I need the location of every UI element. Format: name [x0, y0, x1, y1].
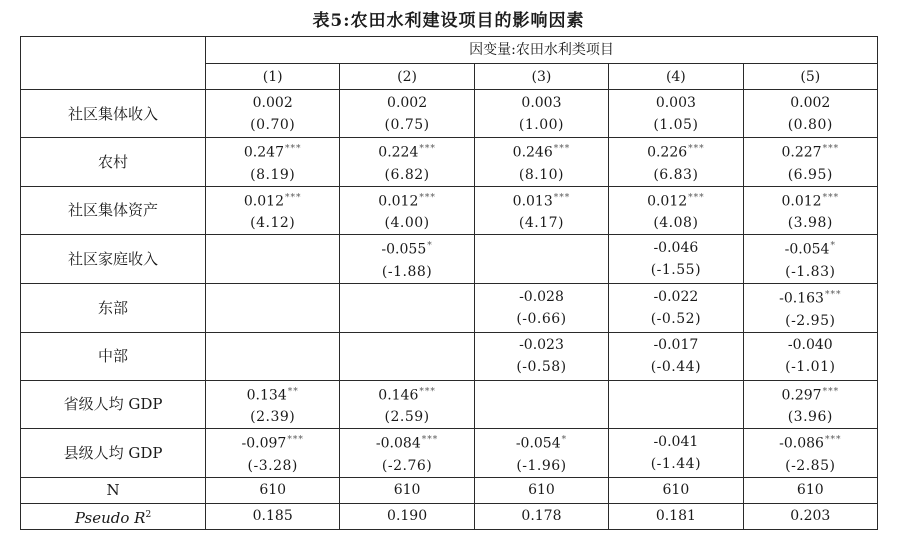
significance-stars: *** [553, 192, 571, 203]
row-label: 社区家庭收入 [21, 235, 206, 284]
coefficient-number: 0.146 [378, 387, 419, 404]
coefficient-cell [206, 429, 340, 478]
coefficient-cell [743, 90, 877, 138]
coefficient-number: -0.022 [653, 288, 699, 305]
t-statistic: (-1.44) [650, 456, 702, 473]
n-value: 610 [206, 477, 340, 503]
coefficient-cell [474, 332, 608, 380]
t-statistic: (0.75) [384, 116, 430, 133]
t-statistic: (6.82) [384, 166, 430, 183]
significance-stars: * [427, 241, 433, 252]
t-statistic: (8.10) [518, 166, 565, 183]
t-statistic: (8.19) [250, 166, 296, 183]
coefficient-cell [474, 380, 608, 429]
coefficient-cell [743, 429, 877, 478]
coefficient-number: -0.046 [653, 240, 699, 257]
t-statistic: (6.83) [653, 166, 699, 183]
coefficient-value [744, 381, 877, 407]
coefficient-number: 0.013 [512, 193, 553, 210]
coefficient-value [609, 237, 742, 259]
pseudo-r2-value: 0.203 [743, 503, 877, 529]
coefficient-cell [474, 90, 608, 138]
coefficient-number: 0.003 [655, 94, 696, 111]
coefficient-number: -0.097 [241, 435, 287, 452]
coefficient-number: 0.226 [647, 144, 688, 161]
model-header: (3) [474, 64, 608, 90]
coefficient-number: -0.086 [779, 435, 824, 452]
coefficient-number: -0.163 [779, 290, 824, 307]
table-row [21, 235, 878, 284]
coefficient-cell [609, 235, 743, 284]
n-value: 610 [609, 477, 743, 503]
results-table [20, 36, 878, 530]
pseudo-r-label: Pseudo R [74, 508, 146, 527]
t-statistic: (-1.01) [785, 359, 836, 376]
coefficient-number: 0.012 [378, 193, 419, 210]
table-row [21, 332, 878, 380]
pseudo-r2-value: 0.181 [609, 503, 743, 529]
coefficient-cell [340, 235, 474, 284]
significance-stars: *** [822, 192, 840, 203]
coefficient-value [206, 381, 339, 407]
coefficient-number: -0.055 [381, 241, 427, 258]
coefficient-number: -0.028 [519, 288, 564, 305]
t-statistic: (0.70) [250, 116, 296, 133]
model-header: (4) [609, 64, 743, 90]
coefficient-number: -0.054 [515, 435, 561, 452]
coefficient-cell [206, 283, 340, 332]
n-value: 610 [474, 477, 608, 503]
model-header: (2) [340, 64, 474, 90]
t-statistic: (4.12) [250, 215, 296, 232]
significance-stars: *** [421, 435, 439, 446]
pseudo-r2-row [21, 503, 878, 529]
t-statistic: (-0.58) [516, 359, 567, 376]
row-label: 省级人均 GDP [21, 380, 206, 429]
row-label: 农村 [21, 138, 206, 187]
coefficient-value [206, 138, 339, 164]
coefficient-cell [474, 186, 608, 235]
coefficient-cell [474, 283, 608, 332]
significance-stars: *** [419, 386, 436, 397]
table-row [21, 186, 878, 235]
coefficient-value [744, 92, 877, 114]
significance-stars: *** [688, 144, 705, 154]
coefficient-value [609, 286, 742, 308]
coefficient-value [475, 187, 608, 213]
model-header: (5) [743, 64, 877, 90]
coefficient-number: 0.002 [252, 94, 293, 111]
t-statistic: (4.17) [518, 215, 565, 232]
row-label: 社区集体收入 [21, 90, 206, 138]
significance-stars: *** [553, 144, 571, 154]
coefficient-number: 0.012 [781, 193, 822, 210]
coefficient-number: -0.040 [787, 337, 833, 354]
t-statistic: (-0.44) [650, 359, 702, 376]
coefficient-value [340, 235, 473, 261]
n-row [21, 477, 878, 503]
coefficient-number: 0.012 [243, 193, 284, 210]
significance-stars: *** [688, 192, 705, 203]
row-label: N [21, 477, 206, 503]
row-label [21, 503, 206, 529]
coefficient-value [340, 429, 473, 455]
table-row [21, 380, 878, 429]
coefficient-cell [206, 332, 340, 380]
t-statistic: (4.08) [653, 215, 699, 232]
table-title: 表5:农田水利建设项目的影响因素 [312, 11, 585, 31]
corner-cell [21, 37, 206, 90]
significance-stars: *** [822, 386, 840, 397]
t-statistic: (-1.88) [381, 263, 433, 280]
significance-stars: * [830, 241, 836, 252]
table-row [21, 429, 878, 478]
superscript-2: 2 [145, 509, 152, 520]
pseudo-r2-value: 0.185 [206, 503, 340, 529]
coefficient-cell [609, 332, 743, 380]
coefficient-value [206, 92, 339, 114]
coefficient-value [744, 284, 877, 310]
row-label: 社区集体资产 [21, 186, 206, 235]
significance-stars: *** [419, 192, 436, 203]
significance-stars: *** [419, 144, 436, 154]
t-statistic: (3.96) [787, 409, 833, 426]
coefficient-value [340, 92, 473, 114]
pseudo-r2-value: 0.178 [474, 503, 608, 529]
coefficient-value [609, 187, 742, 213]
coefficient-number: -0.084 [375, 435, 421, 452]
coefficient-cell [743, 186, 877, 235]
coefficient-cell [743, 332, 877, 380]
table-row [21, 90, 878, 138]
t-statistic: (0.80) [787, 116, 833, 133]
coefficient-value [744, 429, 877, 455]
coefficient-number: 0.003 [521, 94, 562, 111]
coefficient-value [744, 187, 877, 213]
coefficient-cell [474, 138, 608, 187]
coefficient-value [475, 286, 608, 308]
header-row-dependent [21, 37, 878, 64]
t-statistic: (1.05) [653, 116, 699, 133]
coefficient-cell [340, 90, 474, 138]
coefficient-cell [609, 90, 743, 138]
coefficient-value [475, 92, 608, 114]
model-header: (1) [206, 64, 340, 90]
coefficient-number: 0.134 [246, 387, 287, 404]
coefficient-number: -0.054 [784, 241, 830, 258]
t-statistic: (-2.76) [381, 457, 433, 474]
coefficient-cell [743, 235, 877, 284]
coefficient-number: -0.023 [519, 337, 564, 354]
table-row [21, 138, 878, 187]
coefficient-cell [743, 283, 877, 332]
coefficient-number: -0.017 [653, 337, 699, 354]
coefficient-value [475, 429, 608, 455]
coefficient-value [340, 138, 473, 164]
row-label: 县级人均 GDP [21, 429, 206, 478]
coefficient-cell [340, 283, 474, 332]
pseudo-r2-value: 0.190 [340, 503, 474, 529]
t-statistic: (2.39) [250, 409, 296, 426]
coefficient-value [609, 92, 742, 114]
coefficient-cell [340, 429, 474, 478]
significance-stars: *** [284, 144, 302, 154]
coefficient-cell [743, 138, 877, 187]
coefficient-value [475, 334, 608, 356]
significance-stars: *** [287, 435, 304, 446]
t-statistic: (-1.96) [516, 457, 567, 474]
row-label: 中部 [21, 332, 206, 380]
coefficient-number: 0.002 [790, 94, 831, 111]
coefficient-value [340, 381, 473, 407]
coefficient-cell [609, 380, 743, 429]
t-statistic: (-0.66) [516, 310, 567, 327]
coefficient-cell [474, 429, 608, 478]
coefficient-value [744, 235, 877, 261]
coefficient-cell [340, 380, 474, 429]
significance-stars: ** [287, 386, 299, 397]
row-label: 东部 [21, 283, 206, 332]
t-statistic: (-0.52) [650, 310, 702, 327]
coefficient-cell [206, 186, 340, 235]
coefficient-value [206, 187, 339, 213]
coefficient-cell [340, 138, 474, 187]
coefficient-number: 0.012 [647, 193, 688, 210]
dependent-variable-header: 因变量:农田水利类项目 [206, 37, 878, 64]
coefficient-cell [609, 138, 743, 187]
t-statistic: (-1.83) [785, 263, 836, 280]
t-statistic: (-2.85) [785, 457, 836, 474]
t-statistic: (-1.55) [650, 262, 702, 279]
t-statistic: (2.59) [384, 409, 430, 426]
coefficient-value [744, 138, 877, 164]
coefficient-cell [609, 186, 743, 235]
table-row [21, 283, 878, 332]
t-statistic: (4.00) [384, 215, 430, 232]
coefficient-value [744, 334, 877, 356]
coefficient-cell [609, 283, 743, 332]
t-statistic: (-2.95) [785, 312, 836, 329]
significance-stars: *** [824, 435, 842, 446]
significance-stars: *** [824, 289, 842, 300]
coefficient-number: 0.002 [387, 94, 428, 111]
coefficient-value [340, 187, 473, 213]
coefficient-cell [340, 332, 474, 380]
coefficient-cell [206, 90, 340, 138]
coefficient-number: 0.247 [243, 144, 284, 161]
coefficient-value [475, 138, 608, 164]
coefficient-value [609, 431, 742, 453]
n-value: 610 [743, 477, 877, 503]
coefficient-value [609, 334, 742, 356]
significance-stars: *** [822, 144, 840, 154]
t-statistic: (-3.28) [247, 457, 298, 474]
coefficient-number: 0.224 [378, 144, 419, 161]
n-value: 610 [340, 477, 474, 503]
coefficient-cell [609, 429, 743, 478]
coefficient-value [206, 429, 339, 455]
coefficient-number: 0.297 [781, 387, 822, 404]
coefficient-cell [474, 235, 608, 284]
coefficient-number: 0.227 [781, 144, 822, 161]
significance-stars: * [561, 435, 568, 446]
coefficient-cell [206, 380, 340, 429]
coefficient-cell [206, 138, 340, 187]
coefficient-value [609, 138, 742, 164]
coefficient-cell [206, 235, 340, 284]
coefficient-number: -0.041 [653, 434, 699, 451]
t-statistic: (1.00) [518, 116, 565, 133]
coefficient-cell [340, 186, 474, 235]
significance-stars: *** [284, 192, 302, 203]
t-statistic: (6.95) [787, 166, 833, 183]
coefficient-number: 0.246 [512, 144, 553, 161]
coefficient-cell [743, 380, 877, 429]
t-statistic: (3.98) [787, 215, 833, 232]
